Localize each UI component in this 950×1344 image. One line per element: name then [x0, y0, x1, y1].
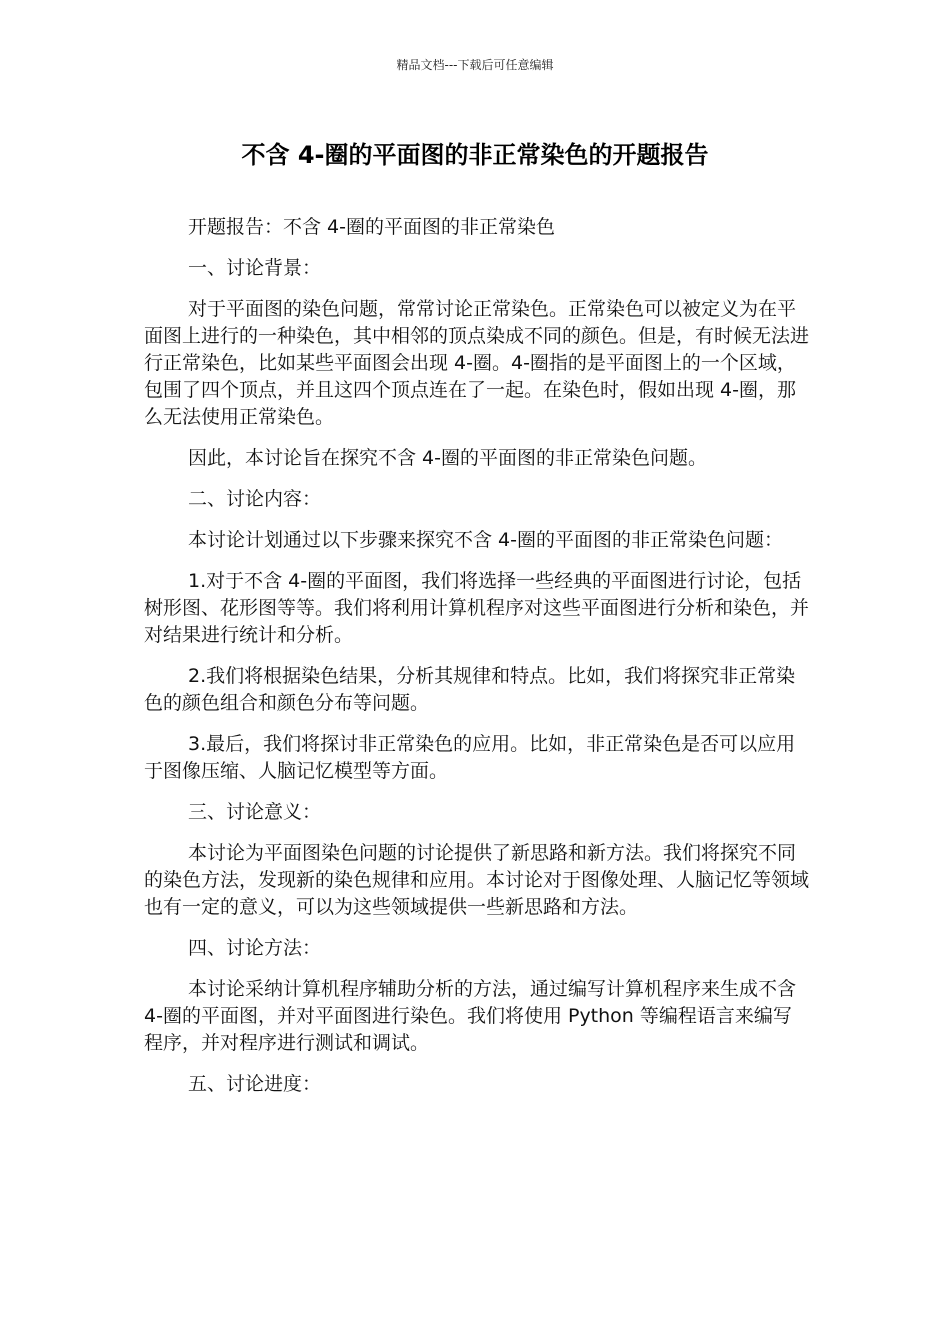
report-subtitle: 开题报告：不含 4-圈的平面图的非正常染色 [188, 216, 555, 238]
section-heading-progress: 五、讨论进度： [188, 1073, 322, 1095]
document-body [144, 214, 810, 1112]
section-heading-content: 二、讨论内容： [188, 488, 322, 510]
paragraph-method: 本讨论采纳计算机程序辅助分析的方法，通过编写计算机程序来生成不含 4-圈的平面图，并对平面图进行染色。我们将使用 Python 等编程语言来编写程序，并对程序进行测试和调试。 [144, 978, 797, 1054]
paragraph-step-1: 1.对于不含 4-圈的平面图，我们将选择一些经典的平面图进行讨论，包括树形图、花形图等等。我们将利用计算机程序对这些平面图进行分析和染色，并对结果进行统计和分析。 [144, 570, 810, 646]
document-title: 不含 4-圈的平面图的非正常染色的开题报告 [241, 141, 709, 169]
paragraph-purpose: 因此，本讨论旨在探究不含 4-圈的平面图的非正常染色问题。 [188, 447, 707, 469]
header-note: 精品文档---下载后可任意编辑 [396, 58, 554, 72]
section-heading-significance: 三、讨论意义： [188, 801, 322, 823]
paragraph-step-3: 3.最后，我们将探讨非正常染色的应用。比如，非正常染色是否可以应用于图像压缩、人脑记忆模型等方面。 [144, 733, 796, 782]
paragraph-step-2: 2.我们将根据染色结果，分析其规律和特点。比如，我们将探究非正常染色的颜色组合和颜色分布等问题。 [144, 665, 796, 714]
paragraph-content-intro: 本讨论计划通过以下步骤来探究不含 4-圈的平面图的非正常染色问题： [188, 529, 783, 551]
paragraph-background: 对于平面图的染色问题，常常讨论正常染色。正常染色可以被定义为在平面图上进行的一种染色，其中相邻的顶点染成不同的颜色。但是，有时候无法进行正常染色，比如某些平面图会出现 4-圈。4-圈指的是平面图上的一个区域，包围了四个顶点，并且这四个顶点连在了一起。在染色时，假如出现 4-圈，那么无法使用正常染色。 [144, 298, 810, 428]
section-heading-method: 四、讨论方法： [188, 937, 322, 959]
section-heading-background: 一、讨论背景： [188, 257, 322, 279]
paragraph-significance: 本讨论为平面图染色问题的讨论提供了新思路和新方法。我们将探究不同的染色方法，发现新的染色规律和应用。本讨论对于图像处理、人脑记忆等领域也有一定的意义，可以为这些领域提供一些新思路和方法。 [144, 842, 810, 918]
